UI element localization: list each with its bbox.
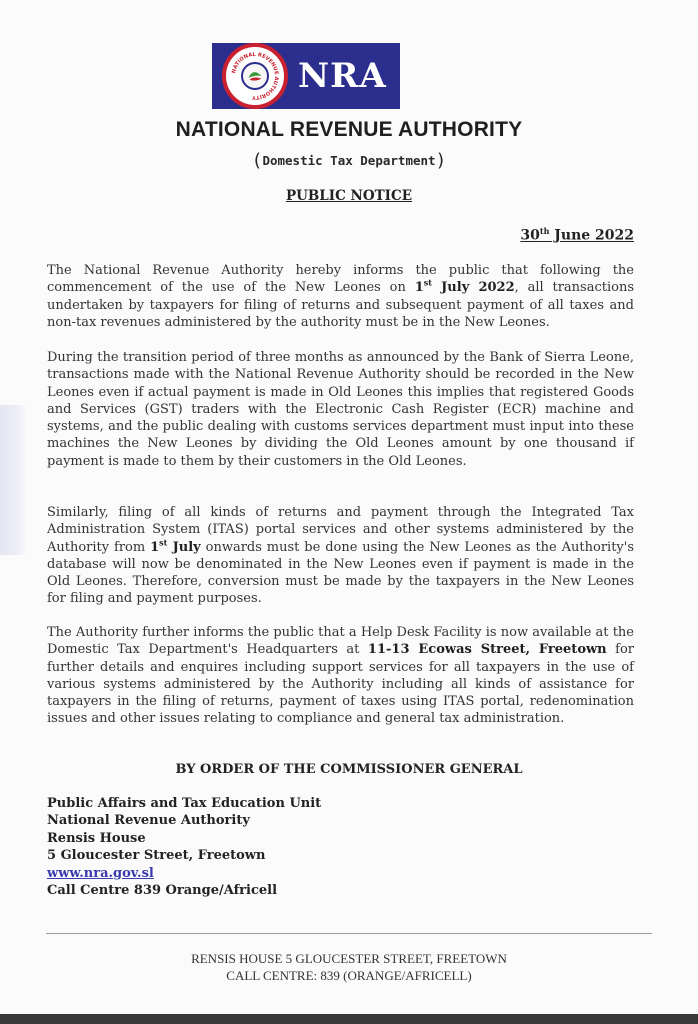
website-link[interactable]: www.nra.gov.sl: [47, 865, 154, 881]
order-line: BY ORDER OF THE COMMISSIONER GENERAL: [175, 762, 523, 777]
footer-call-centre: CALL CENTRE: 839 (ORANGE/AFRICELL): [226, 968, 472, 983]
department-subtitle: (Domestic Tax Department): [251, 150, 447, 171]
watermark-strip: [0, 405, 28, 555]
signature-building: Rensis House: [47, 830, 146, 846]
signature-org: National Revenue Authority: [47, 813, 250, 829]
bottom-bar: [0, 1014, 698, 1024]
footer: [0, 950, 698, 984]
notice-date: 30th June 2022: [520, 226, 634, 244]
paragraph-3: Similarly, filing of all kinds of returns and payment through the Integrated Tax Administration System (ITAS) portal services and other systems administered by the Authority from 1st July onwards must be done using the New Leones as the Authority's database will now be denominated in the New Leones even if payment is made in the Old Leones. Therefore, conversion must be made by the taxpayers in the New Leones for filing and payment purposes.: [47, 505, 635, 607]
nra-logo: [212, 43, 400, 109]
signature-block: [47, 795, 321, 899]
nra-seal-icon: [222, 43, 288, 109]
signature-unit: Public Affairs and Tax Education Unit: [47, 796, 322, 811]
department-name: Domestic Tax Department: [262, 153, 436, 168]
svg-text:NATIONAL REVENUE AUTHORITY: NATIONAL REVENUE AUTHORITY: [231, 51, 280, 101]
call-centre: Call Centre 839 Orange/Africell: [47, 883, 278, 899]
notice-heading: PUBLIC NOTICE: [285, 188, 413, 204]
logo-text: NRA: [298, 56, 387, 96]
footer-address: RENSIS HOUSE 5 GLOUCESTER STREET, FREETOWN: [191, 951, 507, 966]
paragraph-4: The Authority further informs the public that a Help Desk Facility is now available at the Domestic Tax Department's Headquarters at 11-13 Ecowas Street, Freetown for further details and enquires including support services for all taxpayers in the use of various systems administered by the Authority including all kinds of assistance for taxpayers in the filing of returns, payment of taxes using ITAS portal, redenomination issues and other issues relating to compliance and general tax administration.: [47, 625, 634, 727]
footer-divider: [46, 933, 652, 934]
signature-street: 5 Gloucester Street, Freetown: [47, 848, 266, 864]
seal-ring-lettering: [226, 47, 284, 105]
paragraph-1: The National Revenue Authority hereby informs the public that following the commencement of the use of the New Leones on 1st July 2022, all transactions undertaken by taxpayers for filing of returns and subsequent payment of all taxes and non-tax revenues administered by the authority must be in the New Leones.: [47, 263, 634, 330]
organization-title: NATIONAL REVENUE AUTHORITY: [175, 118, 523, 141]
paragraph-2: During the transition period of three months as announced by the Bank of Sierra Leone, transactions made with the National Revenue Authority should be recorded in the New Leones even if actual payment is made in Old Leones this implies that registered Goods and Services (GST) traders with the Electronic Cash Register (ECR) machine and systems, and the public dealing with customs services department must input into these machines the New Leones by dividing the Old Leones amount by one thousand if payment is made to them by their customers in the Old Leones.: [47, 350, 634, 469]
